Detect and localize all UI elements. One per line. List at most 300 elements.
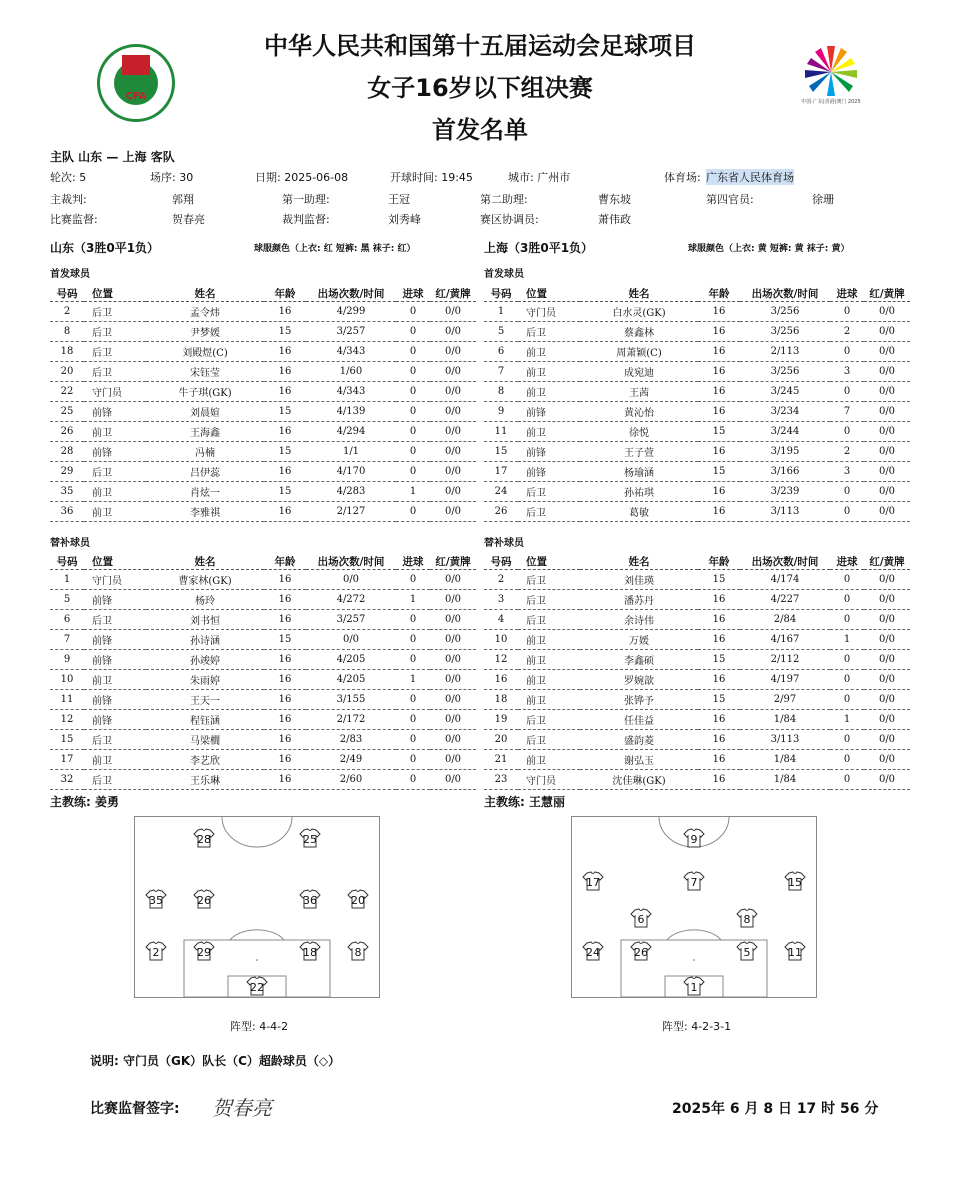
player-cards: 0/0: [430, 342, 476, 362]
player-row: [50, 422, 476, 442]
away-formation-pitch: [571, 816, 817, 998]
player-goals: 0: [396, 382, 430, 402]
player-cards: 0/0: [430, 462, 476, 482]
column-header-age: 年龄: [698, 286, 740, 302]
player-position: 后卫: [84, 342, 146, 362]
player-apps: 3/256: [740, 322, 830, 342]
player-name: 潘苏丹: [580, 590, 698, 610]
player-cards: 0/0: [430, 302, 476, 322]
player-number: 26: [50, 422, 84, 442]
column-header-cards: 红/黄牌: [430, 554, 476, 570]
player-number: 21: [484, 750, 518, 770]
player-age: 16: [264, 462, 306, 482]
player-number: 9: [484, 402, 518, 422]
player-position: 后卫: [84, 610, 146, 630]
player-name: 杨玲: [146, 590, 264, 610]
player-apps: 3/256: [740, 362, 830, 382]
player-goals: 0: [830, 610, 864, 630]
player-row: [50, 322, 476, 342]
player-number: 35: [50, 482, 84, 502]
referee-label: 主裁判:: [50, 193, 87, 206]
home-formation-pitch: [134, 816, 380, 998]
player-position: 后卫: [518, 710, 580, 730]
column-header-name: 姓名: [580, 554, 698, 570]
home-subs-label: 替补球员: [50, 538, 90, 549]
round: 轮次: 5: [50, 171, 87, 184]
player-apps: 3/245: [740, 382, 830, 402]
player-name: 蔡鑫林: [580, 322, 698, 342]
player-number: 4: [484, 610, 518, 630]
player-position: 前卫: [518, 670, 580, 690]
column-header-name: 姓名: [146, 286, 264, 302]
player-apps: 3/256: [740, 302, 830, 322]
player-name: 马梁櫚: [146, 730, 264, 750]
player-position: 前锋: [84, 630, 146, 650]
player-row: [50, 502, 476, 522]
player-number: 2: [50, 302, 84, 322]
player-name: 曹家林(GK): [146, 570, 264, 590]
player-goals: 0: [830, 570, 864, 590]
player-number: 23: [484, 770, 518, 790]
player-number: 11: [50, 690, 84, 710]
shirt-number: 8: [743, 913, 751, 926]
player-number: 7: [50, 630, 84, 650]
player-apps: 3/113: [740, 502, 830, 522]
player-position: 前卫: [518, 342, 580, 362]
commissioner-label: 比赛监督:: [50, 213, 98, 226]
player-row: [50, 630, 476, 650]
player-cards: 0/0: [864, 670, 910, 690]
player-apps: 4/299: [306, 302, 396, 322]
player-age: 15: [264, 482, 306, 502]
player-row: [50, 362, 476, 382]
home-starters-table: [50, 286, 476, 522]
player-age: 16: [698, 590, 740, 610]
player-age: 16: [698, 670, 740, 690]
player-position: 后卫: [518, 322, 580, 342]
player-name: 刘佳瑛: [580, 570, 698, 590]
player-age: 16: [698, 750, 740, 770]
column-header-name: 姓名: [580, 286, 698, 302]
player-number: 15: [50, 730, 84, 750]
shirt-number: 8: [354, 946, 362, 959]
player-cards: 0/0: [864, 482, 910, 502]
player-position: 后卫: [518, 502, 580, 522]
player-position: 守门员: [518, 302, 580, 322]
column-header-apps: 出场次数/时间: [740, 286, 830, 302]
player-position: 后卫: [518, 590, 580, 610]
player-number: 18: [484, 690, 518, 710]
player-cards: 0/0: [430, 502, 476, 522]
player-row: [50, 770, 476, 790]
player-number: 5: [484, 322, 518, 342]
player-row: [50, 610, 476, 630]
player-row: [484, 322, 910, 342]
player-number: 5: [50, 590, 84, 610]
player-cards: 0/0: [864, 382, 910, 402]
player-apps: 4/343: [306, 382, 396, 402]
away-coach: 主教练: 王慧丽: [484, 795, 565, 809]
fourth-official: 徐珊: [812, 193, 834, 206]
player-number: 24: [484, 482, 518, 502]
player-age: 16: [698, 322, 740, 342]
player-name: 刘晨媗: [146, 402, 264, 422]
player-position: 前卫: [518, 690, 580, 710]
player-row: [484, 770, 910, 790]
column-header-age: 年龄: [698, 554, 740, 570]
player-number: 20: [484, 730, 518, 750]
player-number: 19: [484, 710, 518, 730]
player-position: 前锋: [518, 442, 580, 462]
player-age: 16: [698, 610, 740, 630]
player-number: 8: [484, 382, 518, 402]
shirt-number: 20: [351, 894, 365, 907]
column-header-goals: 进球: [830, 554, 864, 570]
player-name: 王海鑫: [146, 422, 264, 442]
venue: 广东省人民体育场: [706, 171, 794, 184]
city: 城市: 广州市: [508, 171, 571, 184]
player-row: [484, 402, 910, 422]
player-number: 32: [50, 770, 84, 790]
player-position: 前卫: [84, 482, 146, 502]
player-name: 王乐琳: [146, 770, 264, 790]
player-number: 10: [50, 670, 84, 690]
player-name: 白水灵(GK): [580, 302, 698, 322]
away-subs-label: 替补球员: [484, 538, 524, 549]
player-position: 前卫: [518, 650, 580, 670]
player-goals: 0: [396, 570, 430, 590]
player-goals: 1: [396, 590, 430, 610]
ar1-label: 第一助理:: [282, 193, 330, 206]
player-apps: 4/294: [306, 422, 396, 442]
player-name: 吕伊蕊: [146, 462, 264, 482]
column-header-number: 号码: [484, 286, 518, 302]
player-cards: 0/0: [864, 710, 910, 730]
player-name: 李鑫硕: [580, 650, 698, 670]
player-cards: 0/0: [430, 570, 476, 590]
column-header-position: 位置: [84, 554, 146, 570]
player-number: 1: [50, 570, 84, 590]
home-subs-table: [50, 554, 476, 790]
pitch-outline: [135, 817, 380, 998]
player-name: 王天一: [146, 690, 264, 710]
player-goals: 0: [830, 382, 864, 402]
player-age: 15: [264, 402, 306, 422]
player-apps: 3/244: [740, 422, 830, 442]
column-header-position: 位置: [84, 286, 146, 302]
player-row: [484, 442, 910, 462]
player-age: 16: [264, 610, 306, 630]
player-apps: 2/172: [306, 710, 396, 730]
player-row: [50, 670, 476, 690]
shirt-number: 26: [197, 894, 211, 907]
player-number: 12: [50, 710, 84, 730]
player-number: 16: [484, 670, 518, 690]
column-header-cards: 红/黄牌: [864, 554, 910, 570]
player-goals: 0: [396, 402, 430, 422]
player-cards: 0/0: [430, 382, 476, 402]
player-apps: 3/195: [740, 442, 830, 462]
shirt-number: 35: [149, 894, 163, 907]
cfa-logo-text: CFA: [125, 91, 147, 102]
shirt-number: 5: [743, 946, 751, 959]
player-age: 16: [698, 442, 740, 462]
player-apps: 2/112: [740, 650, 830, 670]
referee: 郭翔: [172, 193, 194, 206]
player-name: 张铧予: [580, 690, 698, 710]
column-header-position: 位置: [518, 286, 580, 302]
player-goals: 0: [396, 322, 430, 342]
column-header-goals: 进球: [830, 286, 864, 302]
player-name: 宋钰莹: [146, 362, 264, 382]
column-header-position: 位置: [518, 554, 580, 570]
player-row: [50, 442, 476, 462]
player-age: 16: [264, 342, 306, 362]
player-goals: 0: [830, 502, 864, 522]
player-apps: 1/60: [306, 362, 396, 382]
player-age: 15: [698, 422, 740, 442]
column-header-cards: 红/黄牌: [864, 286, 910, 302]
shirt-number: 28: [197, 833, 211, 846]
player-cards: 0/0: [430, 402, 476, 422]
player-goals: 3: [830, 462, 864, 482]
shirt-number: 7: [690, 876, 698, 889]
player-age: 15: [698, 650, 740, 670]
away-team-name: 上海（3胜0平1负）: [484, 241, 594, 255]
player-cards: 0/0: [430, 422, 476, 442]
player-age: 15: [698, 570, 740, 590]
player-goals: 0: [830, 650, 864, 670]
player-age: 16: [698, 502, 740, 522]
player-apps: 0/0: [306, 570, 396, 590]
player-name: 徐悦: [580, 422, 698, 442]
player-position: 后卫: [84, 302, 146, 322]
signature-label: 比赛监督签字:: [90, 1101, 180, 1117]
venue-label: 体育场:: [664, 171, 701, 184]
shirt-number: 24: [586, 946, 600, 959]
player-name: 牛子琪(GK): [146, 382, 264, 402]
player-name: 万媛: [580, 630, 698, 650]
player-apps: 4/197: [740, 670, 830, 690]
player-position: 前卫: [84, 422, 146, 442]
commissioner: 贺春亮: [172, 213, 205, 226]
player-cards: 0/0: [430, 730, 476, 750]
referee-assessor: 刘秀峰: [388, 213, 421, 226]
player-number: 15: [484, 442, 518, 462]
away-subs-table: [484, 554, 910, 790]
player-age: 15: [698, 462, 740, 482]
column-header-apps: 出场次数/时间: [740, 554, 830, 570]
player-position: 后卫: [84, 462, 146, 482]
shirt-number: 1: [690, 981, 698, 994]
player-number: 10: [484, 630, 518, 650]
player-row: [50, 402, 476, 422]
player-age: 16: [264, 570, 306, 590]
away-formation: 阵型: 4-2-3-1: [662, 1020, 732, 1033]
ar2: 曹东坡: [598, 193, 631, 206]
player-row: [50, 730, 476, 750]
player-age: 16: [698, 402, 740, 422]
player-row: [50, 590, 476, 610]
player-age: 16: [698, 482, 740, 502]
player-apps: 2/60: [306, 770, 396, 790]
player-apps: 3/239: [740, 482, 830, 502]
title-line-1: 中华人民共和国第十五届运动会足球项目: [264, 32, 696, 60]
player-cards: 0/0: [864, 570, 910, 590]
player-number: 2: [484, 570, 518, 590]
player-age: 16: [264, 710, 306, 730]
player-cards: 0/0: [864, 770, 910, 790]
player-name: 余诗伟: [580, 610, 698, 630]
away-kit-colors: 球服颜色（上衣: 黄 短裤: 黄 袜子: 黄）: [688, 244, 850, 254]
player-apps: 2/83: [306, 730, 396, 750]
player-goals: 0: [396, 502, 430, 522]
shirt-number: 2: [152, 946, 160, 959]
player-row: [484, 382, 910, 402]
player-cards: 0/0: [864, 442, 910, 462]
player-number: 22: [50, 382, 84, 402]
player-name: 李艺欣: [146, 750, 264, 770]
player-apps: 1/1: [306, 442, 396, 462]
player-cards: 0/0: [864, 422, 910, 442]
player-position: 前锋: [84, 650, 146, 670]
player-age: 16: [264, 422, 306, 442]
player-goals: 0: [830, 302, 864, 322]
player-apps: 1/84: [740, 710, 830, 730]
home-team-name: 山东（3胜0平1负）: [50, 241, 160, 255]
player-number: 9: [50, 650, 84, 670]
player-age: 16: [264, 362, 306, 382]
player-row: [50, 342, 476, 362]
player-apps: 2/97: [740, 690, 830, 710]
player-apps: 3/234: [740, 402, 830, 422]
player-apps: 2/127: [306, 502, 396, 522]
player-row: [484, 462, 910, 482]
player-row: [484, 362, 910, 382]
match-number: 场序: 30: [150, 171, 194, 184]
coordinator-label: 赛区协调员:: [480, 213, 539, 226]
player-row: [50, 382, 476, 402]
shirt-number: 26: [634, 946, 648, 959]
player-goals: 0: [396, 362, 430, 382]
player-apps: 3/166: [740, 462, 830, 482]
player-number: 17: [484, 462, 518, 482]
shirt-number: 18: [303, 946, 317, 959]
kickoff-time: 开球时间: 19:45: [390, 171, 473, 184]
player-age: 16: [698, 382, 740, 402]
player-apps: 4/174: [740, 570, 830, 590]
shirt-number: 9: [690, 833, 698, 846]
player-goals: 2: [830, 322, 864, 342]
home-starters-label: 首发球员: [50, 269, 90, 280]
player-number: 28: [50, 442, 84, 462]
match-date: 日期: 2025-06-08: [255, 171, 349, 184]
player-cards: 0/0: [430, 362, 476, 382]
player-goals: 7: [830, 402, 864, 422]
teams-line: 主队 山东 — 上海 客队: [50, 150, 175, 164]
player-age: 16: [698, 630, 740, 650]
player-apps: 2/49: [306, 750, 396, 770]
player-name: 王茜: [580, 382, 698, 402]
player-apps: 3/257: [306, 610, 396, 630]
player-number: 12: [484, 650, 518, 670]
player-age: 16: [698, 302, 740, 322]
player-age: 16: [264, 650, 306, 670]
player-goals: 0: [396, 690, 430, 710]
player-row: [484, 610, 910, 630]
player-age: 16: [698, 342, 740, 362]
shirt-number: 17: [586, 876, 600, 889]
referee-assessor-label: 裁判监督:: [282, 213, 330, 226]
player-position: 后卫: [518, 482, 580, 502]
games-logo-caption: 中国·广东|香港|澳门 2025: [801, 99, 861, 105]
player-position: 后卫: [84, 730, 146, 750]
player-cards: 0/0: [430, 750, 476, 770]
player-cards: 0/0: [430, 770, 476, 790]
player-row: [484, 690, 910, 710]
player-position: 前锋: [518, 402, 580, 422]
player-apps: 2/113: [740, 342, 830, 362]
player-position: 前锋: [84, 402, 146, 422]
player-age: 16: [264, 382, 306, 402]
player-row: [484, 570, 910, 590]
player-cards: 0/0: [864, 650, 910, 670]
title-line-2: 女子16岁以下组决赛: [367, 74, 593, 102]
player-cards: 0/0: [864, 302, 910, 322]
player-number: 25: [50, 402, 84, 422]
player-age: 15: [264, 442, 306, 462]
player-name: 孙祐琪: [580, 482, 698, 502]
player-name: 程钰涵: [146, 710, 264, 730]
player-name: 孙诗涵: [146, 630, 264, 650]
player-apps: 4/205: [306, 650, 396, 670]
player-apps: 1/84: [740, 750, 830, 770]
player-number: 6: [484, 342, 518, 362]
player-cards: 0/0: [430, 650, 476, 670]
player-name: 任佳益: [580, 710, 698, 730]
ar2-label: 第二助理:: [480, 193, 528, 206]
player-cards: 0/0: [430, 482, 476, 502]
player-name: 葛敏: [580, 502, 698, 522]
player-goals: 0: [830, 770, 864, 790]
player-goals: 0: [396, 630, 430, 650]
player-goals: 0: [396, 442, 430, 462]
player-name: 李雅祺: [146, 502, 264, 522]
player-apps: 4/343: [306, 342, 396, 362]
player-apps: 3/257: [306, 322, 396, 342]
player-age: 15: [264, 322, 306, 342]
player-goals: 1: [396, 482, 430, 502]
shirt-number: 22: [250, 981, 264, 994]
player-cards: 0/0: [430, 590, 476, 610]
player-position: 前卫: [518, 382, 580, 402]
player-row: [50, 650, 476, 670]
title-line-3: 首发名单: [432, 116, 528, 144]
player-name: 谢弘玉: [580, 750, 698, 770]
player-goals: 1: [830, 630, 864, 650]
fourth-official-label: 第四官员:: [706, 193, 754, 206]
player-row: [50, 570, 476, 590]
player-goals: 2: [830, 442, 864, 462]
player-name: 王子萱: [580, 442, 698, 462]
player-number: 7: [484, 362, 518, 382]
ar1: 王冠: [388, 193, 410, 206]
player-position: 前卫: [84, 750, 146, 770]
player-age: 16: [698, 710, 740, 730]
player-name: 罗婉歆: [580, 670, 698, 690]
column-header-cards: 红/黄牌: [430, 286, 476, 302]
player-number: 18: [50, 342, 84, 362]
